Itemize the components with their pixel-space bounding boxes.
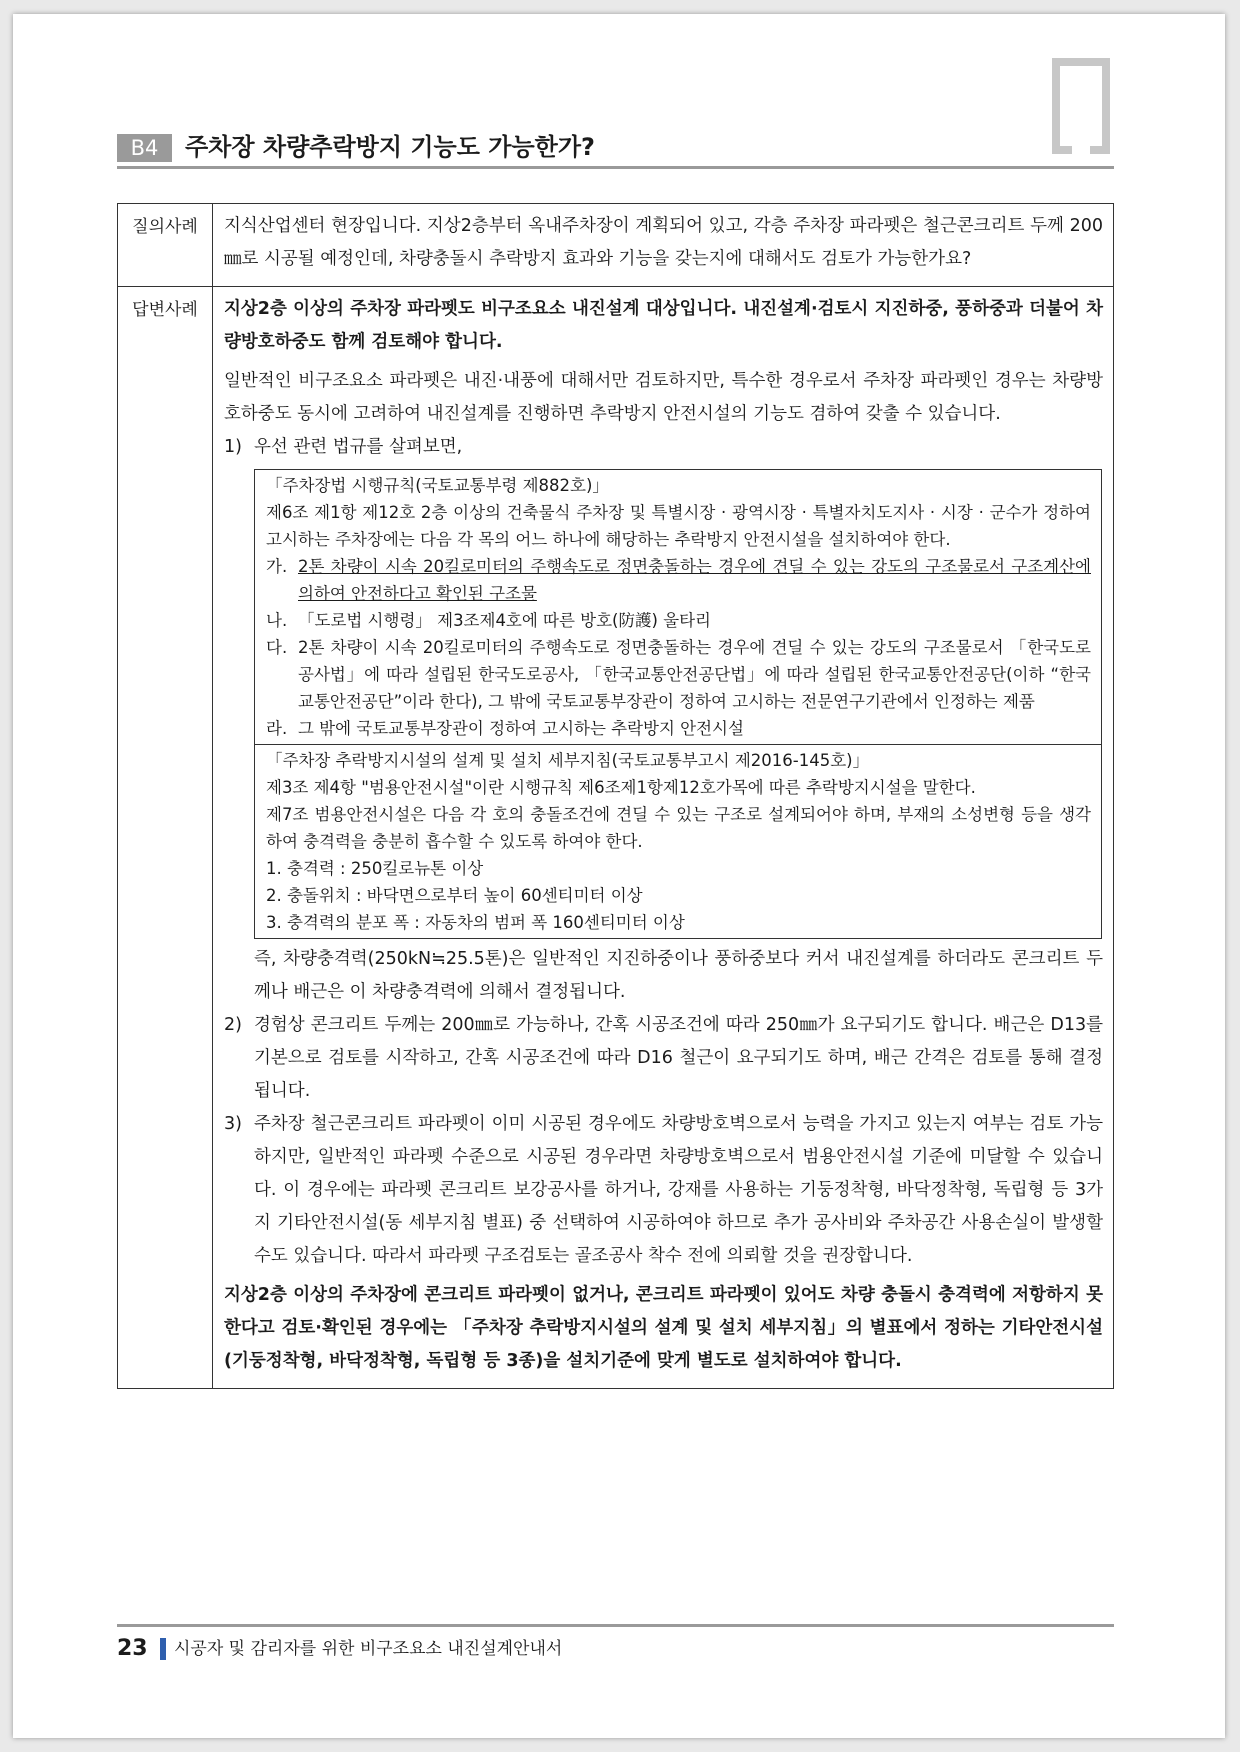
- law-title: 「주차장법 시행규칙(국토교통부령 제882호)」: [266, 476, 609, 495]
- law-title: 「주차장 추락방지시설의 설계 및 설치 세부지침(국토교통부고시 제2016-145호)」: [266, 751, 870, 770]
- footer-divider: [117, 1624, 1114, 1627]
- answer-item-1: [224, 431, 1103, 464]
- answer-item-3: [224, 1108, 1103, 1273]
- question-label: 질의사례: [118, 204, 213, 287]
- law-article: 제6조 제1항 제12호 2층 이상의 건축물식 주차장 및 특별시장 · 광역시장 · 특별자치도지사 · 시장 · 군수가 정하여 고시하는 주차장에는 다음 각 목의 어느 하나에 해당하는 추락방지 안전시설을 설치하여야 한다.: [266, 503, 1091, 549]
- header-divider: [117, 166, 1114, 169]
- answer-lead: 지상2층 이상의 주차장 파라펫도 비구조요소 내진설계 대상입니다. 내진설계·검토시 지진하중, 풍하중과 더불어 차량방호하중도 함께 검토해야 합니다.: [224, 299, 1103, 352]
- answer-after-law: 즉, 차량충격력(250kN≒25.5톤)은 일반적인 지진하중이나 풍하중보다 커서 내진설계를 하더라도 콘크리트 두께나 배근은 이 차량충격력에 의해서 결정됩니다.: [254, 949, 1103, 1002]
- law-condition-2: 2. 충돌위치 : 바닥면으로부터 높이 60센티미터 이상: [266, 886, 643, 905]
- item-number: 2): [224, 1015, 242, 1035]
- answer-body: [213, 287, 1114, 1389]
- law-clause-ga: 가. 2톤 차량이 시속 20킬로미터의 주행속도로 정면충돌하는 경우에 견딜 수 있는 강도의 구조물로서 구조계산에 의하여 안전하다고 확인된 구조물: [266, 557, 1091, 603]
- section-title: 주차장 차량추락방지 기능도 가능한가?: [185, 133, 595, 161]
- law-article-3: 제3조 제4항 "범용안전시설"이란 시행규칙 제6조제1항제12호가목에 따른 추락방지시설을 말한다.: [266, 778, 976, 797]
- law-clause-da: 다. 2톤 차량이 시속 20킬로미터의 주행속도로 정면충돌하는 경우에 견딜 수 있는 강도의 구조물로서 「한국도로공사법」에 따라 설립된 한국도로공사, 「한국교통안전공단법」에 따라 설립된 한국교통안전공단(이하 “한국교통안전공단”이라 한다), 그 밖에 국토교통부장관이 정하여 고시하는 전문연구기관에서 인정하는 제품: [266, 638, 1091, 711]
- law-clause-ra: 라. 그 밖에 국토교통부장관이 정하여 고시하는 추락방지 안전시설: [266, 719, 744, 738]
- question-text: 지식산업센터 현장입니다. 지상2층부터 옥내주차장이 계획되어 있고, 각층 주차장 파라펫은 철근콘크리트 두께 200㎜로 시공될 예정인데, 차량충돌시 추락방지 효과와 기능을 갖는지에 대해서도 검토가 가능한가요?: [213, 204, 1114, 287]
- law-condition-3: 3. 충격력의 분포 폭 : 자동차의 범퍼 폭 160센티미터 이상: [266, 913, 685, 932]
- law-article-7: 제7조 범용안전시설은 다음 각 호의 충돌조건에 견딜 수 있는 구조로 설계되어야 하며, 부재의 소성변형 등을 생각하여 충격력을 충분히 흡수할 수 있도록 하여야 한다.: [266, 805, 1091, 851]
- law-clause-na: 나. 「도로법 시행령」 제3조제4호에 따른 방호(防護) 울타리: [266, 611, 711, 630]
- footer-title: 시공자 및 감리자를 위한 비구조요소 내진설계안내서: [174, 1639, 563, 1659]
- item-number: 3): [224, 1114, 242, 1134]
- law-condition-1: 1. 충격력 : 250킬로뉴톤 이상: [266, 859, 484, 878]
- answer-intro: 일반적인 비구조요소 파라펫은 내진·내풍에 대해서만 검토하지만, 특수한 경우로서 주차장 파라펫인 경우는 차량방호하중도 동시에 고려하여 내진설계를 진행하면 추락방지 안전시설의 기능도 겸하여 갖출 수 있습니다.: [224, 371, 1103, 424]
- section-header: [117, 134, 1114, 170]
- qa-table: [117, 203, 1114, 1389]
- footer-accent-bar: [160, 1638, 166, 1660]
- item-number: 1): [224, 437, 242, 457]
- item-text: 주차장 철근콘크리트 파라펫이 이미 시공된 경우에도 차량방호벽으로서 능력을 가지고 있는지 여부는 검토 가능하지만, 일반적인 파라펫 수준으로 시공된 경우라면 차량방호벽으로서 범용안전시설 기준에 미달할 수 있습니다. 이 경우에는 파라펫 콘크리트 보강공사를 하거나, 강재를 사용하는 기둥정착형, 바닥정착형, 독립형 등 3가지 기타안전시설(동 세부지침 별표) 중 선택하여 시공하여야 하므로 추가 공사비와 주차공간 사용손실이 발생할 수도 있습니다. 따라서 파라펫 구조검토는 골조공사 착수 전에 의뢰할 것을 권장합니다.: [254, 1114, 1103, 1266]
- law-guideline: [255, 744, 1101, 938]
- answer-label: 답변사례: [118, 287, 213, 1389]
- item-text: 경험상 콘크리트 두께는 200㎜로 가능하나, 간혹 시공조건에 따라 250㎜가 요구되기도 합니다. 배근은 D13를 기본으로 검토를 시작하고, 간혹 시공조건에 따라 D16 철근이 요구되기도 하며, 배근 간격은 검토를 통해 결정됩니다.: [254, 1015, 1103, 1101]
- item-text: 우선 관련 법규를 살펴보면,: [254, 437, 463, 457]
- section-badge: B4: [117, 134, 172, 162]
- law-excerpt-box: [254, 469, 1102, 939]
- answer-conclusion: 지상2층 이상의 주차장에 콘크리트 파라펫이 없거나, 콘크리트 파라펫이 있어도 차량 충돌시 충격력에 저항하지 못한다고 검토·확인된 경우에는 「주차장 추락방지시설의 설계 및 설치 세부지침」의 별표에서 정하는 기타안전시설(기둥정착형, 바닥정착형, 독립형 등 3종)을 설치기준에 맞게 별도로 설치하여야 합니다.: [224, 1285, 1103, 1371]
- page-number: 23: [117, 1636, 148, 1661]
- question-row: [118, 204, 1114, 287]
- law-parking-act: [255, 470, 1101, 744]
- answer-row: [118, 287, 1114, 1389]
- answer-item-2: [224, 1009, 1103, 1108]
